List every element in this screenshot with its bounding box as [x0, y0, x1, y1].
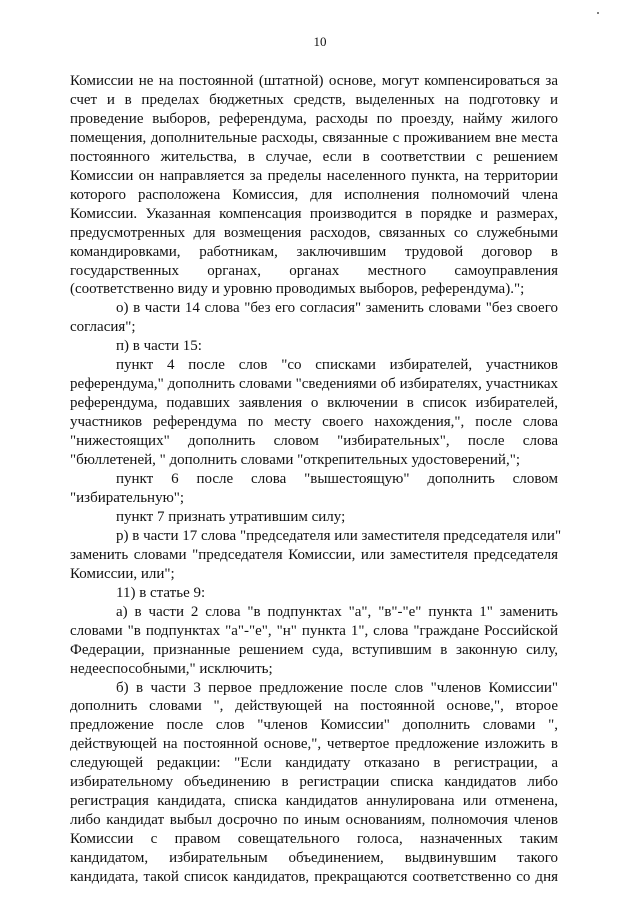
text-line: 11) в статье 9: [116, 584, 206, 601]
text-line: пункт 7 признать утратившим силу; [116, 508, 346, 525]
text-line: счет и в пределах бюджетных средств, выделенных на подготовку и [70, 91, 558, 108]
text-line: которого расположена Комиссия, для исполнения полномочий члена [70, 186, 558, 203]
text-line: словами "в подпунктах "а"-"е", "н" пункта 1", слова "граждане Российской [70, 622, 558, 639]
text-line: р) в части 17 слова "председателя или заместителя председателя или" [116, 527, 562, 544]
text-line: а) в части 2 слова "в подпунктах "а", "в"-"е" пункта 1" заменить [116, 603, 558, 620]
text-line: референдума, подавших заявления о включении в список избирателей, [70, 395, 558, 412]
text-line: п) в части 15: [116, 338, 202, 355]
text-line: Комиссии. Указанная компенсация производится в порядке и размерах, [70, 205, 558, 222]
text-line: действующей на постоянной основе,", четвертое предложение изложить в [70, 736, 558, 753]
text-line: Комиссии, или"; [70, 565, 175, 582]
text-line: заменить словами "председателя Комиссии, или заместителя председателя [70, 546, 558, 563]
text-line: регистрация кандидата, списка кандидатов аннулирована или отменена, [70, 793, 558, 810]
body-text [70, 72, 562, 887]
text-line: о) в части 14 слова "без его согласия" заменить словами "без своего [116, 300, 558, 317]
text-line: согласия"; [70, 319, 136, 336]
text-line: следующей редакции: "Если кандидату отказано в регистрации, а [70, 755, 558, 772]
text-line: проведение выборов, референдума, расходы по проезду, найму жилого [70, 110, 558, 127]
text-line: референдума," дополнить словами "сведениями об избирателях, участниках [70, 376, 558, 393]
text-line: Комиссии он направляется за пределы населенного пункта, на территории [70, 167, 558, 184]
text-line: недееспособными," исключить; [70, 660, 273, 677]
page-number: 10 [313, 34, 327, 49]
text-line: пункт 4 после слов "со списками избирателей, участников [116, 357, 558, 374]
text-line: командировками, работникам, заключившим трудовой договор в [70, 243, 558, 260]
text-line: пункт 6 после слова "вышестоящую" дополнить словом [116, 471, 558, 488]
text-line: Комиссии не на постоянной (штатной) основе, могут компенсироваться за [70, 73, 558, 89]
text-line: либо кандидат выбыл досрочно по иным основаниям, полномочия членов [70, 812, 558, 829]
scan-speck [597, 12, 599, 14]
text-line: "избирательную"; [70, 489, 185, 506]
text-line: постоянного жительства, в случае, если в соответствии с решением [70, 148, 558, 165]
text-line: б) в части 3 первое предложение после слов "членов Комиссии" [116, 679, 558, 696]
text-line: (соответственно виду и уровню проводимых выборов, референдума)."; [70, 281, 525, 298]
text-line: участников референдума по месту своего нахождения,", после слова [70, 414, 558, 431]
text-line: Федерации, признанные решением суда, вступившим в законную силу, [70, 641, 558, 658]
text-line: государственных органах, органах местного самоуправления [70, 262, 558, 279]
text-line: дополнить словами ", действующей на постоянной основе,", второе [70, 698, 558, 715]
text-line: предложение после слов "членов Комиссии" дополнить словами ", [70, 717, 558, 734]
text-line: избирательному объединению в регистрации списка кандидатов либо [70, 774, 558, 791]
text-line: Комиссии с правом совещательного голоса, назначенных таким [70, 831, 558, 848]
text-line: "бюллетеней, " дополнить словами "открепительных удостоверений,"; [70, 452, 520, 469]
text-line: предусмотренных для возмещения расходов, связанных со служебными [70, 224, 558, 241]
text-line: кандидата, такой список кандидатов, прекращаются соответственно со дня [70, 869, 558, 886]
text-line: кандидатом, избирательным объединением, выдвинувшим такого [70, 850, 558, 867]
text-line: помещения, дополнительные расходы, связанные с проживанием вне места [70, 129, 558, 146]
text-line: "нижестоящих" дополнить словом "избирательных", после слова [70, 433, 558, 450]
